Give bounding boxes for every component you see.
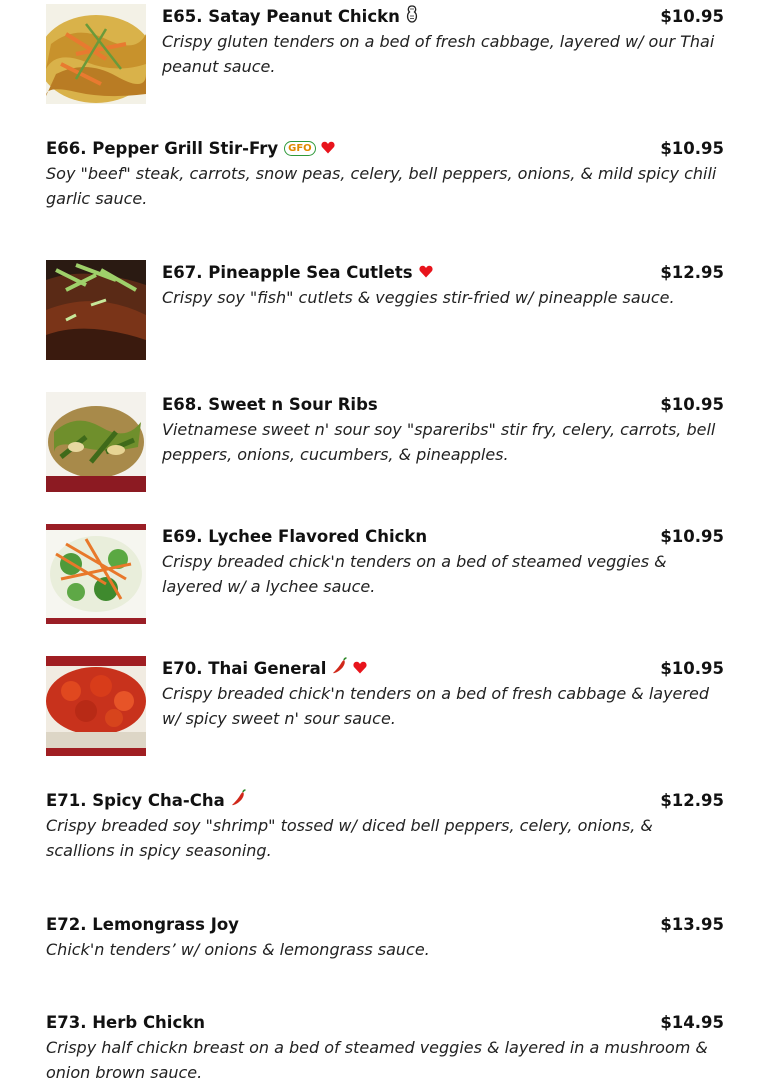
item-description: Crispy gluten tenders on a bed of fresh cabbage, layered w/ our Thai peanut sauce. bbox=[162, 32, 715, 76]
item-description: Crispy breaded soy "shrimp" tossed w/ diced bell peppers, celery, onions, & scallions in spicy seasoning. bbox=[46, 816, 653, 860]
item-price: $10.95 bbox=[660, 394, 724, 414]
dish-photo bbox=[46, 524, 146, 624]
chili-pepper-icon bbox=[231, 789, 247, 811]
item-name: E66. Pepper Grill Stir-Fry bbox=[46, 138, 279, 158]
item-name: E65. Satay Peanut Chickn bbox=[162, 6, 400, 26]
dish-photo bbox=[46, 4, 146, 104]
item-name: E67. Pineapple Sea Cutlets bbox=[162, 262, 413, 282]
dish-photo bbox=[46, 656, 146, 756]
item-price: $12.95 bbox=[660, 262, 724, 282]
item-description: Crispy half chickn breast on a bed of steamed veggies & layered in a mushroom & onion brown sauce. bbox=[46, 1038, 708, 1082]
heart-icon bbox=[353, 659, 367, 678]
item-price: $10.95 bbox=[660, 658, 724, 678]
peanut-icon bbox=[406, 5, 418, 27]
dish-photo bbox=[46, 392, 146, 492]
dish-photo bbox=[46, 260, 146, 360]
item-name: E71. Spicy Cha-Cha bbox=[46, 790, 225, 810]
item-price: $10.95 bbox=[660, 138, 724, 158]
item-name: E72. Lemongrass Joy bbox=[46, 914, 239, 934]
item-price: $10.95 bbox=[660, 6, 724, 26]
item-price: $10.95 bbox=[660, 526, 724, 546]
item-name: E69. Lychee Flavored Chickn bbox=[162, 526, 428, 546]
item-description: Crispy soy "fish" cutlets & veggies stir-fried w/ pineapple sauce. bbox=[162, 288, 675, 307]
item-description: Chick'n tenders’ w/ onions & lemongrass sauce. bbox=[46, 940, 430, 959]
heart-icon bbox=[419, 263, 433, 282]
chili-pepper-icon bbox=[332, 657, 348, 679]
gfo-badge: GFO bbox=[284, 141, 316, 156]
item-price: $14.95 bbox=[660, 1012, 724, 1032]
item-name: E70. Thai General bbox=[162, 658, 327, 678]
item-price: $13.95 bbox=[660, 914, 724, 934]
heart-icon bbox=[321, 139, 335, 158]
item-description: Crispy breaded chick'n tenders on a bed of fresh cabbage & layered w/ spicy sweet n' sour sauce. bbox=[162, 684, 709, 728]
item-price: $12.95 bbox=[660, 790, 724, 810]
item-description: Crispy breaded chick'n tenders on a bed of steamed veggies & layered w/ a lychee sauce. bbox=[162, 552, 667, 596]
item-description: Vietnamese sweet n' sour soy "spareribs" stir fry, celery, carrots, bell peppers, onions, cucumbers, & pineapples. bbox=[162, 420, 716, 464]
item-name: E68. Sweet n Sour Ribs bbox=[162, 394, 378, 414]
item-name: E73. Herb Chickn bbox=[46, 1012, 205, 1032]
item-description: Soy "beef" steak, carrots, snow peas, celery, bell peppers, onions, & mild spicy chili garlic sauce. bbox=[46, 164, 717, 208]
